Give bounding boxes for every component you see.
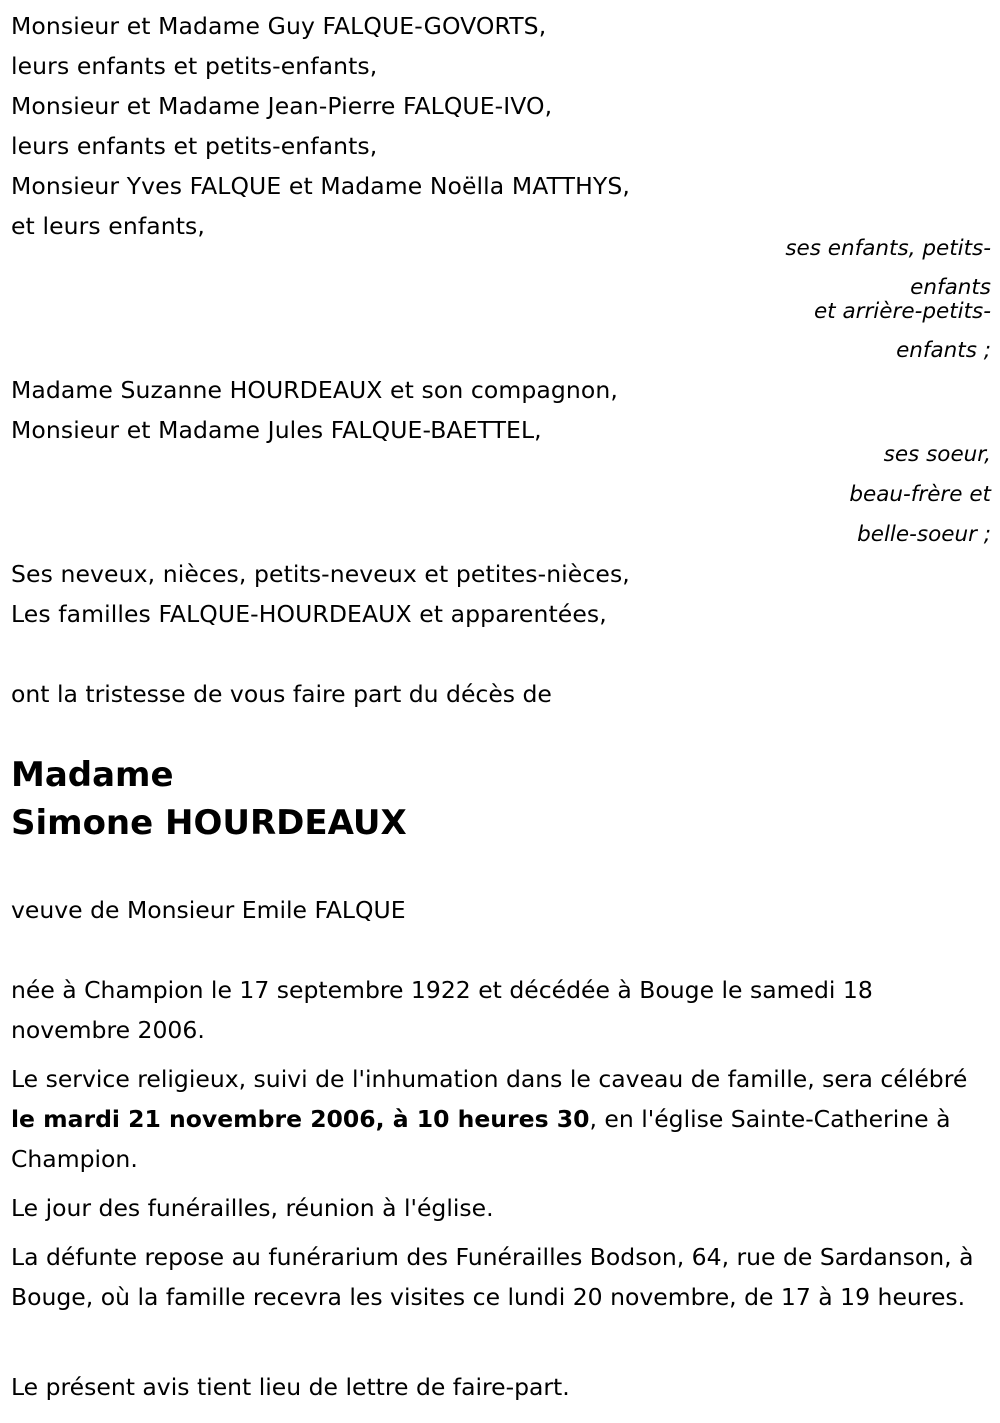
family-lines bbox=[11, 6, 630, 246]
relation-label: beau-frère et bbox=[849, 482, 991, 507]
family-line: Madame Suzanne HOURDEAUX et son compagnon, bbox=[11, 376, 618, 404]
birth-death-text: née à Champion le 17 septembre 1922 et décédée à Bouge le samedi 18 novembre 2006. bbox=[11, 976, 873, 1044]
deceased-name: Simone HOURDEAUX bbox=[11, 803, 407, 843]
deceased-title: Madame bbox=[11, 755, 174, 795]
family-line: Monsieur et Madame Guy FALQUE-GOVORTS, bbox=[11, 12, 547, 40]
relation-label: enfants ; bbox=[896, 338, 991, 363]
family-line: Monsieur et Madame Jean-Pierre FALQUE-IVO, bbox=[11, 92, 553, 120]
relation-label: ses soeur, bbox=[883, 442, 991, 467]
service-text-before: Le service religieux, suivi de l'inhumation dans le caveau de famille, sera célébré bbox=[11, 1065, 968, 1093]
relation-label: et arrière-petits- bbox=[813, 299, 991, 324]
service-text-after: , en l'église Sainte-Catherine à Champion. bbox=[11, 1105, 951, 1173]
family-line: Monsieur et Madame Jules FALQUE-BAETTEL, bbox=[11, 416, 542, 444]
announcement-text: ont la tristesse de vous faire part du décès de bbox=[11, 680, 552, 708]
family-lines bbox=[11, 370, 618, 450]
reunion-text: Le jour des funérailles, réunion à l'église. bbox=[11, 1194, 494, 1222]
family-line: leurs enfants et petits-enfants, bbox=[11, 52, 378, 80]
service-date: le mardi 21 novembre 2006, à 10 heures 30 bbox=[11, 1105, 590, 1133]
family-line: leurs enfants et petits-enfants, bbox=[11, 132, 378, 160]
relation-label: ses enfants, petits- bbox=[785, 236, 991, 261]
family-line: et leurs enfants, bbox=[11, 212, 205, 240]
family-line: Les familles FALQUE-HOURDEAUX et apparentées, bbox=[11, 600, 607, 628]
visits-text: La défunte repose au funérarium des Funérailles Bodson, 64, rue de Sardanson, à Bouge, où la famille recevra les visites ce lundi 20 novembre, de 17 à 19 heures. bbox=[11, 1243, 974, 1311]
widow-of-text: veuve de Monsieur Emile FALQUE bbox=[11, 896, 406, 924]
closing-text: Le présent avis tient lieu de lettre de faire-part. bbox=[11, 1373, 570, 1401]
family-line: Ses neveux, nièces, petits-neveux et petites-nièces, bbox=[11, 560, 630, 588]
relation-label: enfants bbox=[910, 275, 991, 300]
service-text bbox=[11, 1059, 986, 1179]
relation-label: belle-soeur ; bbox=[857, 522, 991, 547]
family-group-relatives bbox=[11, 554, 630, 634]
family-line: Monsieur Yves FALQUE et Madame Noëlla MATTHYS, bbox=[11, 172, 630, 200]
